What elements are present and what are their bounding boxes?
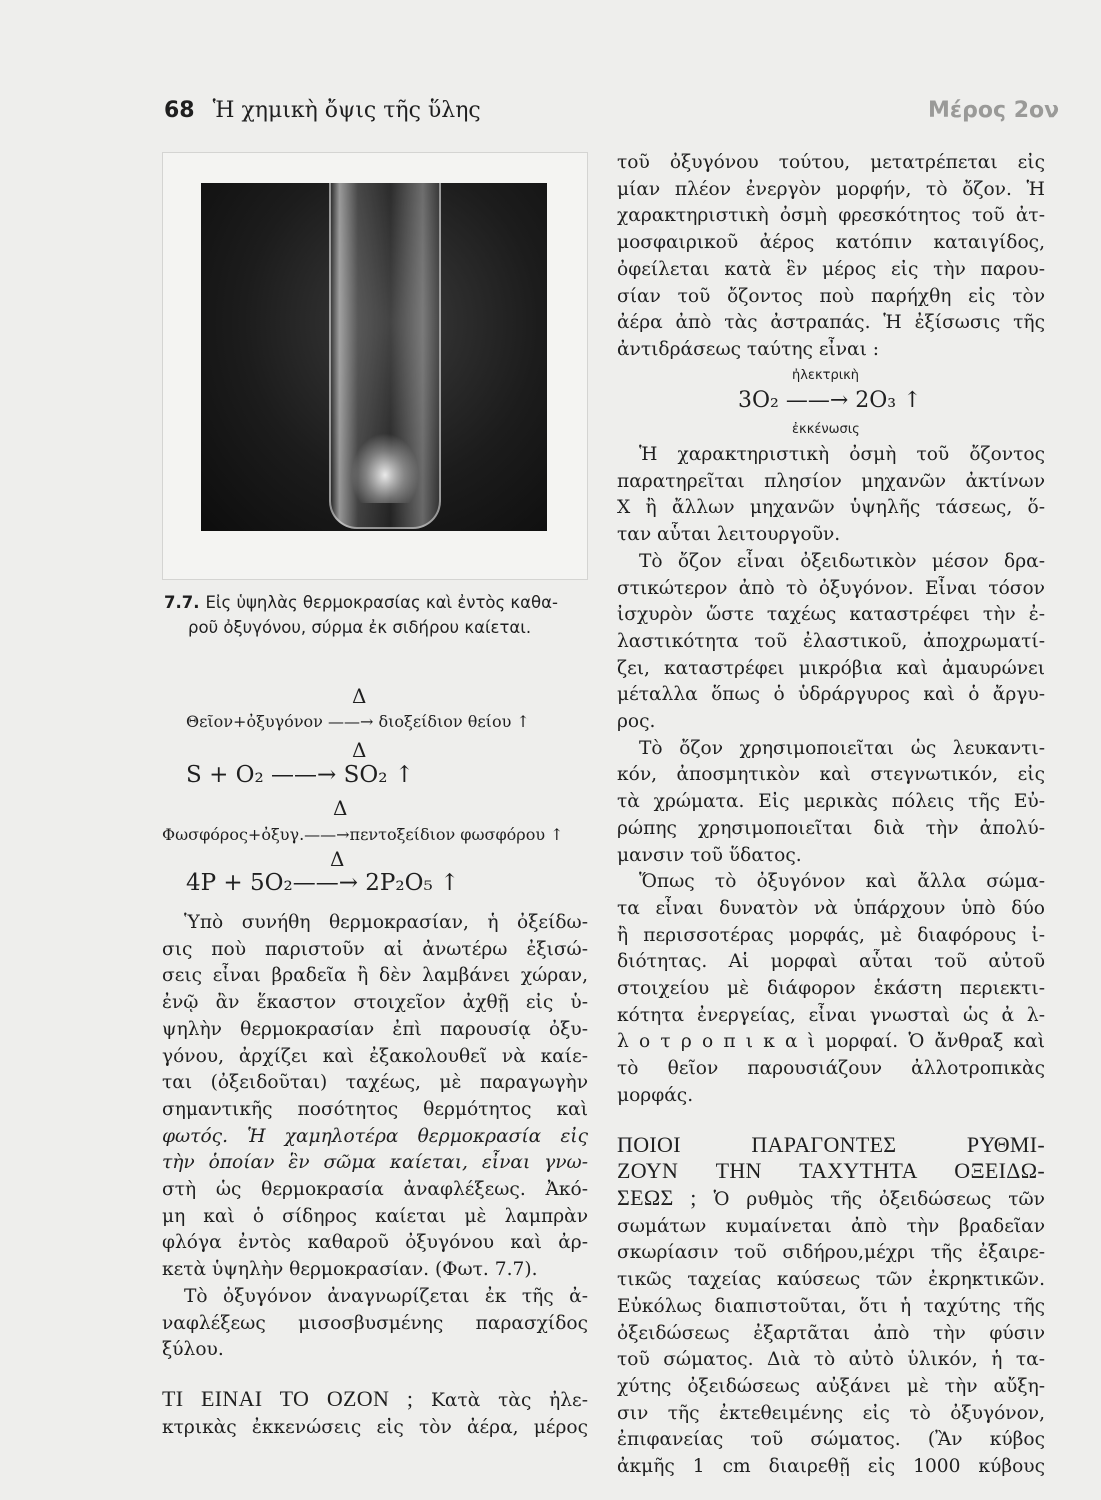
text-line: ζει, καταστρέφει μικρόβια καὶ ἀμαυρώνει (617, 657, 1045, 679)
text-line: Ἡ χαρακτηριστικὴ ὀσμὴ τοῦ ὄζοντος (639, 444, 1045, 465)
text-line: κτρικὰς ἐκκενώσεις εἰς τὸν ἀέρα, μέρος (162, 1416, 588, 1438)
text-line: μέταλλα ὅπως ὁ ὑδράργυρος καὶ ὁ ἄργυ- (617, 684, 1045, 706)
section-heading-rate: ΖΟΥΝ ΤΗΝ ΤΑΧΥΤΗΤΑ ΟΞΕΙΔΩ- (617, 1158, 1045, 1184)
equation-symbols: S + O₂ ——→ SO₂ ↑ (186, 762, 415, 788)
section-heading-ozone: ΤΙ ΕΙΝΑΙ ΤΟ ΟΖΟΝ ; (162, 1385, 414, 1411)
reaction-condition-below: ἐκκένωσις (792, 422, 860, 437)
text-line: ται (ὀξειδοῦται) ταχέως, μὲ παραγωγὴν (162, 1072, 588, 1094)
text-line: γόνου, ἀρχίζει καὶ ἐξακολουθεῖ νὰ καίε- (162, 1045, 588, 1067)
section-heading-rate-end: ΣΕΩΣ ; (617, 1184, 697, 1210)
text-line: ἢ περισσοτέρας μορφάς, μὲ διαφόρους ἰ- (617, 924, 1045, 946)
text-line: σίαν τοῦ ὄζοντος ποὺ παρήχθη εἰς τὸν (617, 285, 1045, 307)
equation-words: Θεῖον+ὀξυγόνον ——→ διοξείδιον θείου ↑ (186, 712, 530, 731)
running-header (164, 98, 481, 123)
reaction-equation: 3O₂ ——→ 2O₃ ↑ (738, 388, 922, 413)
text-line: χαρακτηριστικὴ ὀσμὴ φρεσκότητος τοῦ ἀτ- (617, 205, 1045, 227)
text-line: μη καὶ ὁ σίδηρος καίεται μὲ λαμπρὰν (162, 1205, 588, 1227)
text-line: ψηλὴν θερμοκρασίαν ἐπὶ παρουσίᾳ ὀξυ- (162, 1018, 588, 1040)
running-title: Ἡ χημικὴ ὄψις τῆς ὕλης (212, 98, 481, 123)
text-line (617, 1185, 1045, 1214)
figure-caption (164, 590, 604, 640)
text-line: σκωρίασιν τοῦ σιδήρου,μέχρι τῆς ἐξαιρε- (617, 1242, 1045, 1264)
caption-line: ροῦ ὀξυγόνου, σύρμα ἐκ σιδήρου καίεται. (188, 618, 532, 637)
text-line: μοσφαιρικοῦ ἀέρος κατόπιν καταιγίδος, (617, 232, 1045, 254)
text-line: ἀκμῆς 1 cm διαιρεθῇ εἰς 1000 κύβους (617, 1456, 1045, 1478)
text-line (162, 1386, 588, 1415)
text-line: ρώπης χρησιμοποιεῖται διὰ τὴν ἀπολύ- (617, 817, 1045, 839)
text-line: Ὅπως τὸ ὀξυγόνον καὶ ἄλλα σώμα- (639, 871, 1045, 893)
text-line: ξύλου. (162, 1339, 224, 1361)
text-line: σωμάτων κυμαίνεται ἀπὸ τὴν βραδεῖαν (617, 1215, 1045, 1237)
test-tube-image (329, 183, 441, 529)
text-line: διότητας. Αἱ μορφαὶ αὗται τοῦ αὐτοῦ (617, 951, 1045, 973)
text-line: ταν αὗται λειτουργοῦν. (617, 524, 841, 546)
text-line: μίαν πλέον ἐνεργὸν μορφήν, τὸ ὄζον. Ἡ (617, 178, 1045, 200)
figure-photo-frame (162, 152, 588, 580)
delta-symbol: Δ (352, 684, 367, 708)
page-number: 68 (164, 98, 195, 123)
text-line: τὴν ὁποίαν ἓν σῶμα καίεται, εἶναι γνω- (162, 1152, 588, 1174)
text-line: ἀέρα ἀπὸ τὰς ἀστραπάς. Ἡ ἐξίσωσις τῆς (617, 312, 1045, 334)
text-line: λ ο τ ρ ο π ι κ α ὶ μορφαί. Ὁ ἄνθραξ καὶ (617, 1031, 1045, 1053)
text-line: τὰ χρώματα. Εἰς μερικὰς πόλεις τῆς Εὐ- (617, 791, 1045, 813)
text-line: ἀντιδράσεως ταύτης εἶναι : (617, 338, 880, 360)
caption-line: Εἰς ὑψηλὰς θερμοκρασίας καὶ ἐντὸς καθα- (205, 593, 558, 612)
section-label: Μέρος 2ον (928, 98, 1060, 123)
text-line: ὀξειδώσεως ἐξαρτᾶται ἀπὸ τὴν φύσιν (617, 1322, 1045, 1344)
text-line: Τὸ ὄζον εἶναι ὀξειδωτικὸν μέσον δρα- (639, 550, 1045, 572)
text-line: κότητα ἐνεργείας, εἶναι γνωσταὶ ὡς ἀ λ- (617, 1004, 1045, 1026)
text-line: κόν, ἀποσμητικὸν καὶ στεγνωτικόν, εἰς (617, 764, 1045, 786)
text-line: σεις εἶναι βραδεῖα ἢ δὲν λαμβάνει χώραν, (162, 965, 588, 987)
text-line: Εὐκόλως διαπιστοῦται, ὅτι ἡ ταχύτης τῆς (617, 1295, 1045, 1317)
text-line: σημαντικῆς ποσότητος θερμότητος καὶ (162, 1098, 588, 1120)
text-line: σιν τῆς ἐκτεθειμένης εἰς τὸ ὀξυγόνον, (617, 1402, 1045, 1424)
figure-photo (201, 183, 547, 531)
text-line: ναφλέξεως μισοσβυσμένης παρασχίδος (162, 1312, 588, 1334)
text-line: ἐνῷ ἂν ἕκαστον στοιχεῖον ἀχθῇ εἰς ὑ- (162, 992, 588, 1014)
text-line: τα εἶναι δυνατὸν νὰ ὑπάρχουν ὑπὸ δύο (617, 897, 1045, 919)
right-column-top (617, 150, 1045, 364)
text-line: στὴ ὡς θερμοκρασία ἀναφλέξεως. Ἀκό- (162, 1179, 588, 1201)
ozone-reaction (738, 368, 922, 440)
text-line: ρος. (617, 711, 656, 733)
text-line: χύτης ὀξειδώσεως αὐξάνει μὲ τὴν αὔξη- (617, 1375, 1045, 1397)
section-heading-rate: ΠΟΙΟΙ ΠΑΡΑΓΟΝΤΕΣ ΡΥΘΜΙ- (617, 1131, 1045, 1157)
text-line: ὀφείλεται κατὰ ἓν μέρος εἰς τὴν παρου- (617, 258, 1045, 280)
text-line: φωτός. Ἡ χαμηλοτέρα θερμοκρασία εἰς (162, 1125, 588, 1147)
text-line: ἰσχυρὸν ὥστε ταχέως καταστρέφει τὴν ἐ- (617, 604, 1045, 626)
text-line: μανσιν τοῦ ὕδατος. (617, 844, 802, 866)
equation-symbols: 4P + 5O₂——→ 2P₂O₅ ↑ (186, 870, 460, 896)
delta-symbol: Δ (330, 847, 345, 871)
right-column-body (617, 442, 1045, 1481)
reaction-condition-above: ἠλεκτρικὴ (792, 368, 859, 383)
text-line: λαστικότητα τοῦ ἐλαστικοῦ, ἀποχρωματί- (617, 630, 1045, 652)
text-line: τὸ θεῖον παρουσιάζουν ἀλλοτροπικὰς (617, 1058, 1045, 1080)
figure-number: 7.7. (164, 593, 200, 612)
text-fragment: Κατὰ τὰς ἠλε- (431, 1389, 588, 1411)
text-line: στικώτερον ἀπὸ τὸ ὀξυγόνον. Εἶναι τόσον (617, 577, 1045, 599)
text-line: Τὸ ὄζον χρησιμοποιεῖται ὡς λευκαντι- (639, 737, 1045, 759)
text-line: Ὑπὸ συνήθη θερμοκρασίαν, ἡ ὀξείδω- (184, 912, 588, 933)
left-column-body (162, 910, 588, 1441)
text-line: Τὸ ὀξυγόνον ἀναγνωρίζεται ἐκ τῆς ἀ- (184, 1285, 588, 1307)
text-line: στοιχείου μὲ διάφορον ἑκάστη περιεκτι- (617, 978, 1045, 1000)
delta-symbol: Δ (333, 796, 348, 820)
text-line: σις ποὺ παριστοῦν αἱ ἀνωτέρω ἐξισώ- (162, 938, 588, 960)
text-line: μορφάς. (617, 1084, 694, 1106)
equation-words: Φωσφόρος+ὀξυγ.——→πεντοξείδιον φωσφόρου ↑ (162, 825, 564, 844)
text-line: τοῦ ὀξυγόνου τούτου, μετατρέπεται εἰς (617, 152, 1045, 173)
text-line: παρατηρεῖται πλησίον μηχανῶν ἀκτίνων (617, 470, 1045, 492)
text-line: τοῦ σώματος. Διὰ τὸ αὐτὸ ὑλικόν, ἡ τα- (617, 1349, 1045, 1371)
text-line: Χ ἢ ἄλλων μηχανῶν ὑψηλῆς τάσεως, ὅ- (617, 497, 1045, 519)
text-line: φλόγα ἐντὸς καθαροῦ ὀξυγόνου καὶ ἀρ- (162, 1232, 588, 1254)
text-fragment: Ὁ ρυθμὸς τῆς ὀξειδώσεως τῶν (713, 1188, 1045, 1210)
delta-symbol: Δ (352, 738, 367, 762)
text-line: κετὰ ὑψηλὴν θερμοκρασίαν. (Φωτ. 7.7). (162, 1259, 538, 1281)
text-line: ἐπιφανείας τοῦ σώματος. (Ἂν κύβος (617, 1429, 1045, 1451)
text-line: τικῶς ταχείας καύσεως τῶν ἐκρηκτικῶν. (617, 1269, 1045, 1291)
